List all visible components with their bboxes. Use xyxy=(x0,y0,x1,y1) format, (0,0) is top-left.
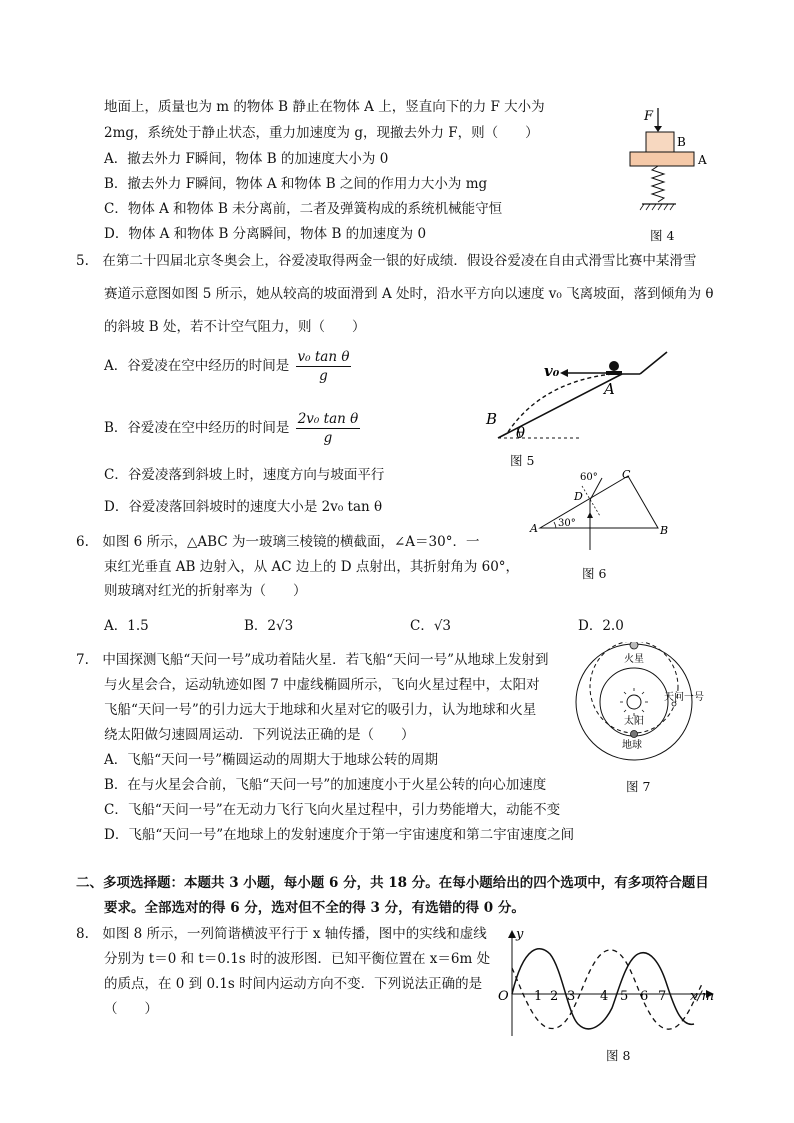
q8-stem-line1: 8. 如图 8 所示，一列简谐横波平行于 x 轴传播，图中的实线和虚线 xyxy=(76,926,487,942)
q7-option-b: B．在与火星会合前，飞船“天问一号”的加速度小于火星公转的向心加速度 xyxy=(104,777,547,793)
q5-option-a-fraction xyxy=(296,348,352,385)
skier-icon xyxy=(609,361,619,371)
figure-7 xyxy=(566,642,706,767)
label-sun: 太阳 xyxy=(624,716,644,727)
q5-option-a-numerator: v₀ tan θ xyxy=(297,349,350,365)
q5-option-d: D．谷爱凌落回斜坡时的速度大小是 2v₀ tan θ xyxy=(104,499,383,515)
figure-8-caption: 图 8 xyxy=(606,1048,631,1063)
sun-icon xyxy=(627,695,641,709)
label-b: B xyxy=(677,135,686,149)
label-a: A xyxy=(604,380,615,398)
platform-edge xyxy=(640,352,667,374)
q5-option-a-denominator: g xyxy=(319,368,328,384)
figure-5-caption: 图 5 xyxy=(510,453,535,468)
q7-stem-line2: 与火星会合，运动轨迹如图 7 中虚线椭圆所示，飞向火星过程中，太阳对 xyxy=(104,677,540,693)
figure-6-caption: 图 6 xyxy=(582,566,607,581)
label-earth: 地球 xyxy=(622,740,642,751)
q6-option-c: C．√3 xyxy=(410,618,452,634)
q5-option-b-text: B．谷爱凌在空中经历的时间是 xyxy=(104,420,290,436)
label-mars: 火星 xyxy=(624,654,644,665)
q4-stem-line1: 地面上，质量也为 m 的物体 B 静止在物体 A 上，竖直向下的力 F 大小为 xyxy=(104,99,545,115)
q6-stem-line2: 束红光垂直 AB 边射入，从 AC 边上的 D 点射出，其折射角为 60°， xyxy=(104,559,520,575)
figure-8 xyxy=(494,924,730,1044)
q8-stem-line3: 的质点，在 0 到 0.1s 时间内运动方向不变．下列说法正确的是 xyxy=(104,976,483,992)
q5-option-b-denominator: g xyxy=(323,430,333,446)
label-30: 30° xyxy=(558,518,576,529)
q7-option-c: C．飞船“天问一号”在无动力飞行飞向火星过程中，引力势能增大，动能不变 xyxy=(104,802,561,818)
figure-6 xyxy=(526,466,676,556)
label-d: D xyxy=(574,490,583,503)
q8-stem-line2: 分别为 t＝0 和 t＝0.1s 时的波形图．已知平衡位置在 x＝6m 处 xyxy=(104,951,491,967)
label-a: A xyxy=(698,153,707,167)
tick-5: 5 xyxy=(620,989,629,1004)
tick-3: 3 xyxy=(567,989,576,1004)
label-c: C xyxy=(622,468,631,481)
section2-heading-line1: 二、多项选择题：本题共 3 小题，每小题 6 分，共 18 分。在每小题给出的四个选项中，有多项符合题目 xyxy=(76,875,709,891)
q8-stem-line4: （ ） xyxy=(104,1001,158,1017)
label-theta: θ xyxy=(516,424,526,442)
block-a xyxy=(630,152,694,166)
q5-option-c: C．谷爱凌落到斜坡上时，速度方向与坡面平行 xyxy=(104,467,385,483)
label-b: B xyxy=(486,410,498,428)
q4-option-c: C．物体 A 和物体 B 未分离前，二者及弹簧构成的系统机械能守恒 xyxy=(104,201,503,217)
q7-stem-line3: 飞船“天问一号”的引力远大于地球和火星对它的吸引力，认为地球和火星 xyxy=(104,702,537,718)
label-probe: 天问一号 xyxy=(664,692,704,703)
label-b: B xyxy=(660,524,669,537)
q4-option-a: A．撤去外力 F瞬间，物体 B 的加速度大小为 0 xyxy=(104,151,389,167)
q5-option-a-text: A．谷爱凌在空中经历的时间是 xyxy=(104,358,290,374)
q6-stem-line3: 则玻璃对红光的折射率为（ ） xyxy=(104,583,307,599)
q5-stem-line3: 的斜坡 B 处，若不计空气阻力，则（ ） xyxy=(104,319,366,335)
figure-4-caption: 图 4 xyxy=(650,228,675,243)
q4-stem-line2: 2mg，系统处于静止状态，重力加速度为 g，现撤去外力 F，则（ ） xyxy=(104,125,539,141)
q5-stem-line2: 赛道示意图如图 5 所示，她从较高的坡面滑到 A 处时，沿水平方向以速度 v₀ 飞离坡面，落到倾角为 θ xyxy=(104,286,714,302)
q5-stem-line1: 5. 在第二十四届北京冬奥会上，谷爱凌取得两金一银的好成绩．假设谷爱凌在自由式滑雪比赛中某滑雪 xyxy=(76,253,697,269)
q7-option-a: A．飞船“天问一号”椭圆运动的周期大于地球公转的周期 xyxy=(104,752,439,768)
earth-icon xyxy=(631,731,638,738)
spring xyxy=(652,166,664,202)
section2-heading-line2: 要求。全部选对的得 6 分，选对但不全的得 3 分，有选错的得 0 分。 xyxy=(104,900,525,916)
tick-7: 7 xyxy=(658,989,667,1004)
block-b xyxy=(646,132,674,152)
normal-dashed xyxy=(582,486,600,516)
q6-option-a: A．1.5 xyxy=(104,618,149,634)
q6-option-d: D．2.0 xyxy=(578,618,624,634)
q7-option-d: D．飞船“天问一号”在地球上的发射速度介于第一宇宙速度和第二宇宙速度之间 xyxy=(104,827,575,843)
q7-stem-line1: 7. 中国探测飞船“天问一号”成功着陆火星．若飞船“天问一号”从地球上发射到 xyxy=(76,652,549,668)
figure-7-caption: 图 7 xyxy=(626,779,651,794)
tick-6: 6 xyxy=(640,989,649,1004)
mars-icon xyxy=(630,642,638,649)
label-f: F xyxy=(644,109,654,124)
q4-option-d: D．物体 A 和物体 B 分离瞬间，物体 B 的加速度为 0 xyxy=(104,226,427,242)
label-60: 60° xyxy=(580,472,598,483)
label-a: A xyxy=(530,522,538,535)
q5-option-b xyxy=(104,410,360,447)
tick-2: 2 xyxy=(550,989,559,1004)
label-x-axis: x/m xyxy=(690,989,715,1004)
q7-stem-line4: 绕太阳做匀速圆周运动．下列说法正确的是（ ） xyxy=(104,727,415,743)
q4-option-b: B．撤去外力 F瞬间，物体 A 和物体 B 之间的作用力大小为 mg xyxy=(104,176,488,192)
q5-option-b-numerator: 2v₀ tan θ xyxy=(297,411,359,427)
q6-stem-line1: 6. 如图 6 所示，△ABC 为一玻璃三棱镜的横截面，∠A＝30°．一 xyxy=(76,534,480,550)
label-y: y xyxy=(516,927,524,942)
figure-5 xyxy=(472,346,682,446)
q6-option-b: B．2√3 xyxy=(244,618,294,634)
figure-4 xyxy=(622,90,732,230)
tick-4: 4 xyxy=(600,989,609,1004)
label-origin: O xyxy=(498,989,509,1004)
q5-option-a xyxy=(104,348,351,385)
q5-option-b-fraction xyxy=(296,410,361,447)
tick-1: 1 xyxy=(534,989,543,1004)
label-v0: v₀ xyxy=(544,362,560,380)
